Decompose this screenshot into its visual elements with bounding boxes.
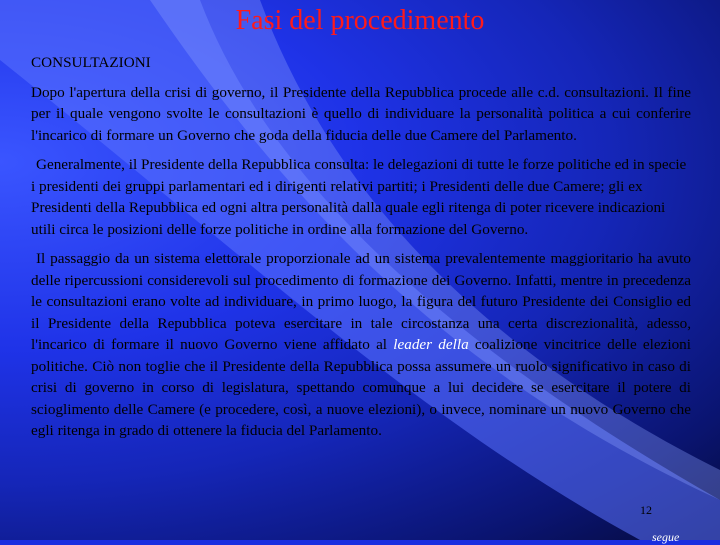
slide-content [31, 52, 691, 450]
paragraph-2: Generalmente, il Presidente della Repubblica consulta: le delegazioni di tutte le forze politiche ed in specie i presidenti dei gruppi parlamentari ed i dirigenti relativi partiti; i Presidenti delle due Camere; gli ex Presidenti della Repubblica ed ogni altra personalità dalla quale egli ritenga di poter ricevere indicazioni utili circa le posizioni delle forze politiche in ordine alla formazione del Governo. [31, 156, 687, 238]
continue-link[interactable]: segue [652, 530, 680, 544]
page-number: 12 [640, 503, 652, 517]
page-title: Fasi del procedimento [235, 5, 485, 36]
paragraph-3-text-start: Il passaggio da un sistema elettorale proporzionale ad un sistema prevalentemente maggioritario ha avuto delle ripercussioni considerevoli sul procedimento di formazione dei Governo. Infatti, mentre in precedenza le consultazioni erano volte ad individuare, in primo luogo, la figura del futuro Presidente dei Consiglio ed il Presidente della Repubblica poteva esercitare in tale circostanza una certa discrezionalità, adesso, l'incarico di formare il nuovo Governo viene affidato al [31, 250, 691, 353]
section-heading: CONSULTAZIONI [31, 54, 151, 71]
paragraph-3 [31, 248, 691, 442]
paragraph-3-text-end: coalizione vincitrice delle elezioni politiche. Ciò non toglie che il Presidente della Repubblica possa assumere un ruolo significativo in caso di crisi di governo in corso di legislatura, spettando comunque a lui decidere se esercitare il potere di scioglimento delle Camere (e procedere, così, a nuove elezioni), o invece, nominare un nuovo Governo che egli ritenga in grado di ottenere la fiducia del Parlamento. [31, 336, 691, 439]
paragraph-1: Dopo l'apertura della crisi di governo, il Presidente della Repubblica procede alle c.d. consultazioni. Il fine per il quale vengono svolte le consultazioni è quello di individuare la personalità politica a cui conferire l'incarico di formare un Governo che goda della fiducia delle due Camere del Parlamento. [31, 83, 691, 144]
paragraph-3-italic-text: leader della [393, 336, 469, 353]
